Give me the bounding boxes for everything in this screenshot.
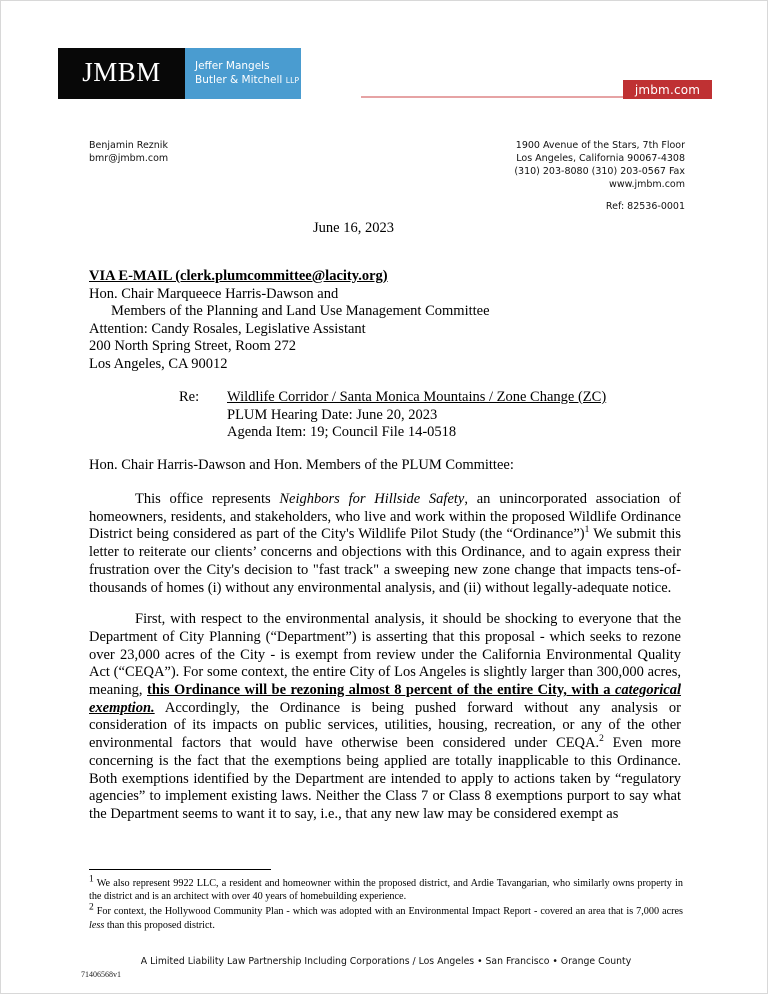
para2-bold-emphasis: this Ordinance will be rezoning almost 8 percent of the entire City, with a <box>147 682 615 699</box>
addressee-street: 200 North Spring Street, Room 272 <box>89 338 297 355</box>
firm-suffix: LLP <box>285 76 300 85</box>
para1-italic-client: Neighbors for Hillside Safety <box>279 491 465 507</box>
matter-reference: Ref: 82536-0001 <box>605 201 685 212</box>
via-email-line: VIA E-MAIL (clerk.plumcommittee@lacity.org) <box>89 268 388 284</box>
footnote-ref-2: 2 <box>599 734 604 745</box>
jmbm-logo-mark <box>58 48 185 99</box>
firm-website: www.jmbm.com <box>609 179 685 190</box>
addressee-line-1: Hon. Chair Marqueece Harris-Dawson and <box>89 285 339 302</box>
firm-address-line-1: 1900 Avenue of the Stars, 7th Floor <box>515 140 685 151</box>
firm-name-line-1: Jeffer Mangels <box>195 60 270 72</box>
letter-body <box>89 491 681 838</box>
re-subject: Wildlife Corridor / Santa Monica Mountains / Zone Change (ZC) <box>227 389 607 405</box>
footnote-1-marker: 1 <box>89 874 94 885</box>
sender-email: bmr@jmbm.com <box>89 153 169 164</box>
para1-part-b: , an unincorporated association of homeowners, residents, and stakeholders, who live and work within the proposed Wildlife Ordinance District being considered as part of the City's Wildlife Pilot Study (the “Ordinance”) <box>89 491 681 543</box>
firm-phone-fax: (310) 203-8080 (310) 203-0567 Fax <box>514 166 685 177</box>
re-agenda-item: Agenda Item: 19; Council File 14-0518 <box>227 424 457 441</box>
sender-contact-block <box>89 139 168 165</box>
para2-part-b: Accordingly, the Ordinance is being pushed forward without any analysis or consideration of its impacts on public services, utilities, housing, recreation, or any of the other environmental factors that would have otherwise been considered under CEQA. <box>89 699 681 752</box>
re-lines <box>227 389 606 442</box>
footnote-ref-1: 1 <box>584 525 590 536</box>
body-paragraph-2 <box>89 611 681 823</box>
re-label: Re: <box>179 389 200 405</box>
document-id: 71406568v1 <box>81 970 121 979</box>
para2-part-c: Even more concerning is the fact that the exemptions being applied are totally inapplicable to this Ordinance. Both exemptions identified by the Department are intended to apply to actions taken by “regulatory agencies” to implement existing laws. Neither the Class 7 or Class 8 exemptions purport to say what the Department seems to want it to say, i.e., that any new law may be considered exempt as <box>89 735 681 822</box>
letter-date: June 16, 2023 <box>313 220 394 236</box>
re-hearing-date: PLUM Hearing Date: June 20, 2023 <box>227 406 438 423</box>
footnote-separator <box>89 869 271 870</box>
partnership-footer: A Limited Liability Law Partnership Including Corporations / Los Angeles • San Francisco • Orange County <box>140 956 632 967</box>
para2-bold-italic-emphasis: categorical exemption. <box>89 682 681 716</box>
para1-part-c: We submit this letter to reiterate our clients’ concerns and objections with this Ordinance, and to again express their frustration over the City's decision to "fast track" a sweeping new zone change that impacts tens-of-thousands of homes (i) without any environmental analysis, and (ii) without legally-adequate notice. <box>89 526 681 596</box>
addressee-city-state-zip: Los Angeles, CA 90012 <box>89 355 228 372</box>
re-block <box>179 389 606 442</box>
addressee-line-2: Members of the Planning and Land Use Management Committee <box>111 303 490 320</box>
firm-name-block <box>185 48 301 99</box>
letterhead-logo <box>58 48 301 99</box>
footnote-2-italic: less <box>89 919 105 931</box>
salutation: Hon. Chair Harris-Dawson and Hon. Members of the PLUM Committee: <box>89 457 514 473</box>
addressee-attention-line: Attention: Candy Rosales, Legislative Assistant <box>89 320 366 337</box>
firm-address-line-2: Los Angeles, California 90067-4308 <box>516 153 685 164</box>
footnote-2-marker: 2 <box>89 903 94 914</box>
sender-name: Benjamin Reznik <box>89 140 168 151</box>
logo-initials: JMBM <box>82 57 161 87</box>
firm-name-line-2: Butler & Mitchell LLP <box>195 74 300 86</box>
para2-part-a: First, with respect to the environmental analysis, it should be shocking to everyone that the Department of City Planning (“Department”) is asserting that this proposal - which seeks to rezone over 23,000 acres of the City - is exempt from review under the California Environmental Quality Act (“CEQA”). For some context, the entire City of Los Angeles is slightly larger than 300,000 acres, meaning, <box>89 611 681 699</box>
website-badge: jmbm.com <box>623 80 712 99</box>
footnote-2 <box>89 905 683 931</box>
footnote-2-text-b: than this proposed district. <box>104 919 215 931</box>
footnote-1-text: We also represent 9922 LLC, a resident and homeowner within the proposed district, and Ardie Tavangarian, who similarly owns property in the district and is an architect with over 40 years of homebuilding experience. <box>89 878 683 903</box>
body-paragraph-1 <box>89 491 681 597</box>
para1-part-a: This office represents <box>135 491 280 507</box>
header-divider-rule <box>361 96 623 98</box>
addressee-block <box>89 268 649 374</box>
firm-address-block <box>514 139 685 213</box>
footnote-2-text-a: For context, the Hollywood Community Plan - which was adopted with an Environmental Impact Report - covered an area that is 7,000 acres <box>93 906 683 918</box>
footnote-1 <box>89 874 683 903</box>
footnotes-block <box>89 874 683 934</box>
